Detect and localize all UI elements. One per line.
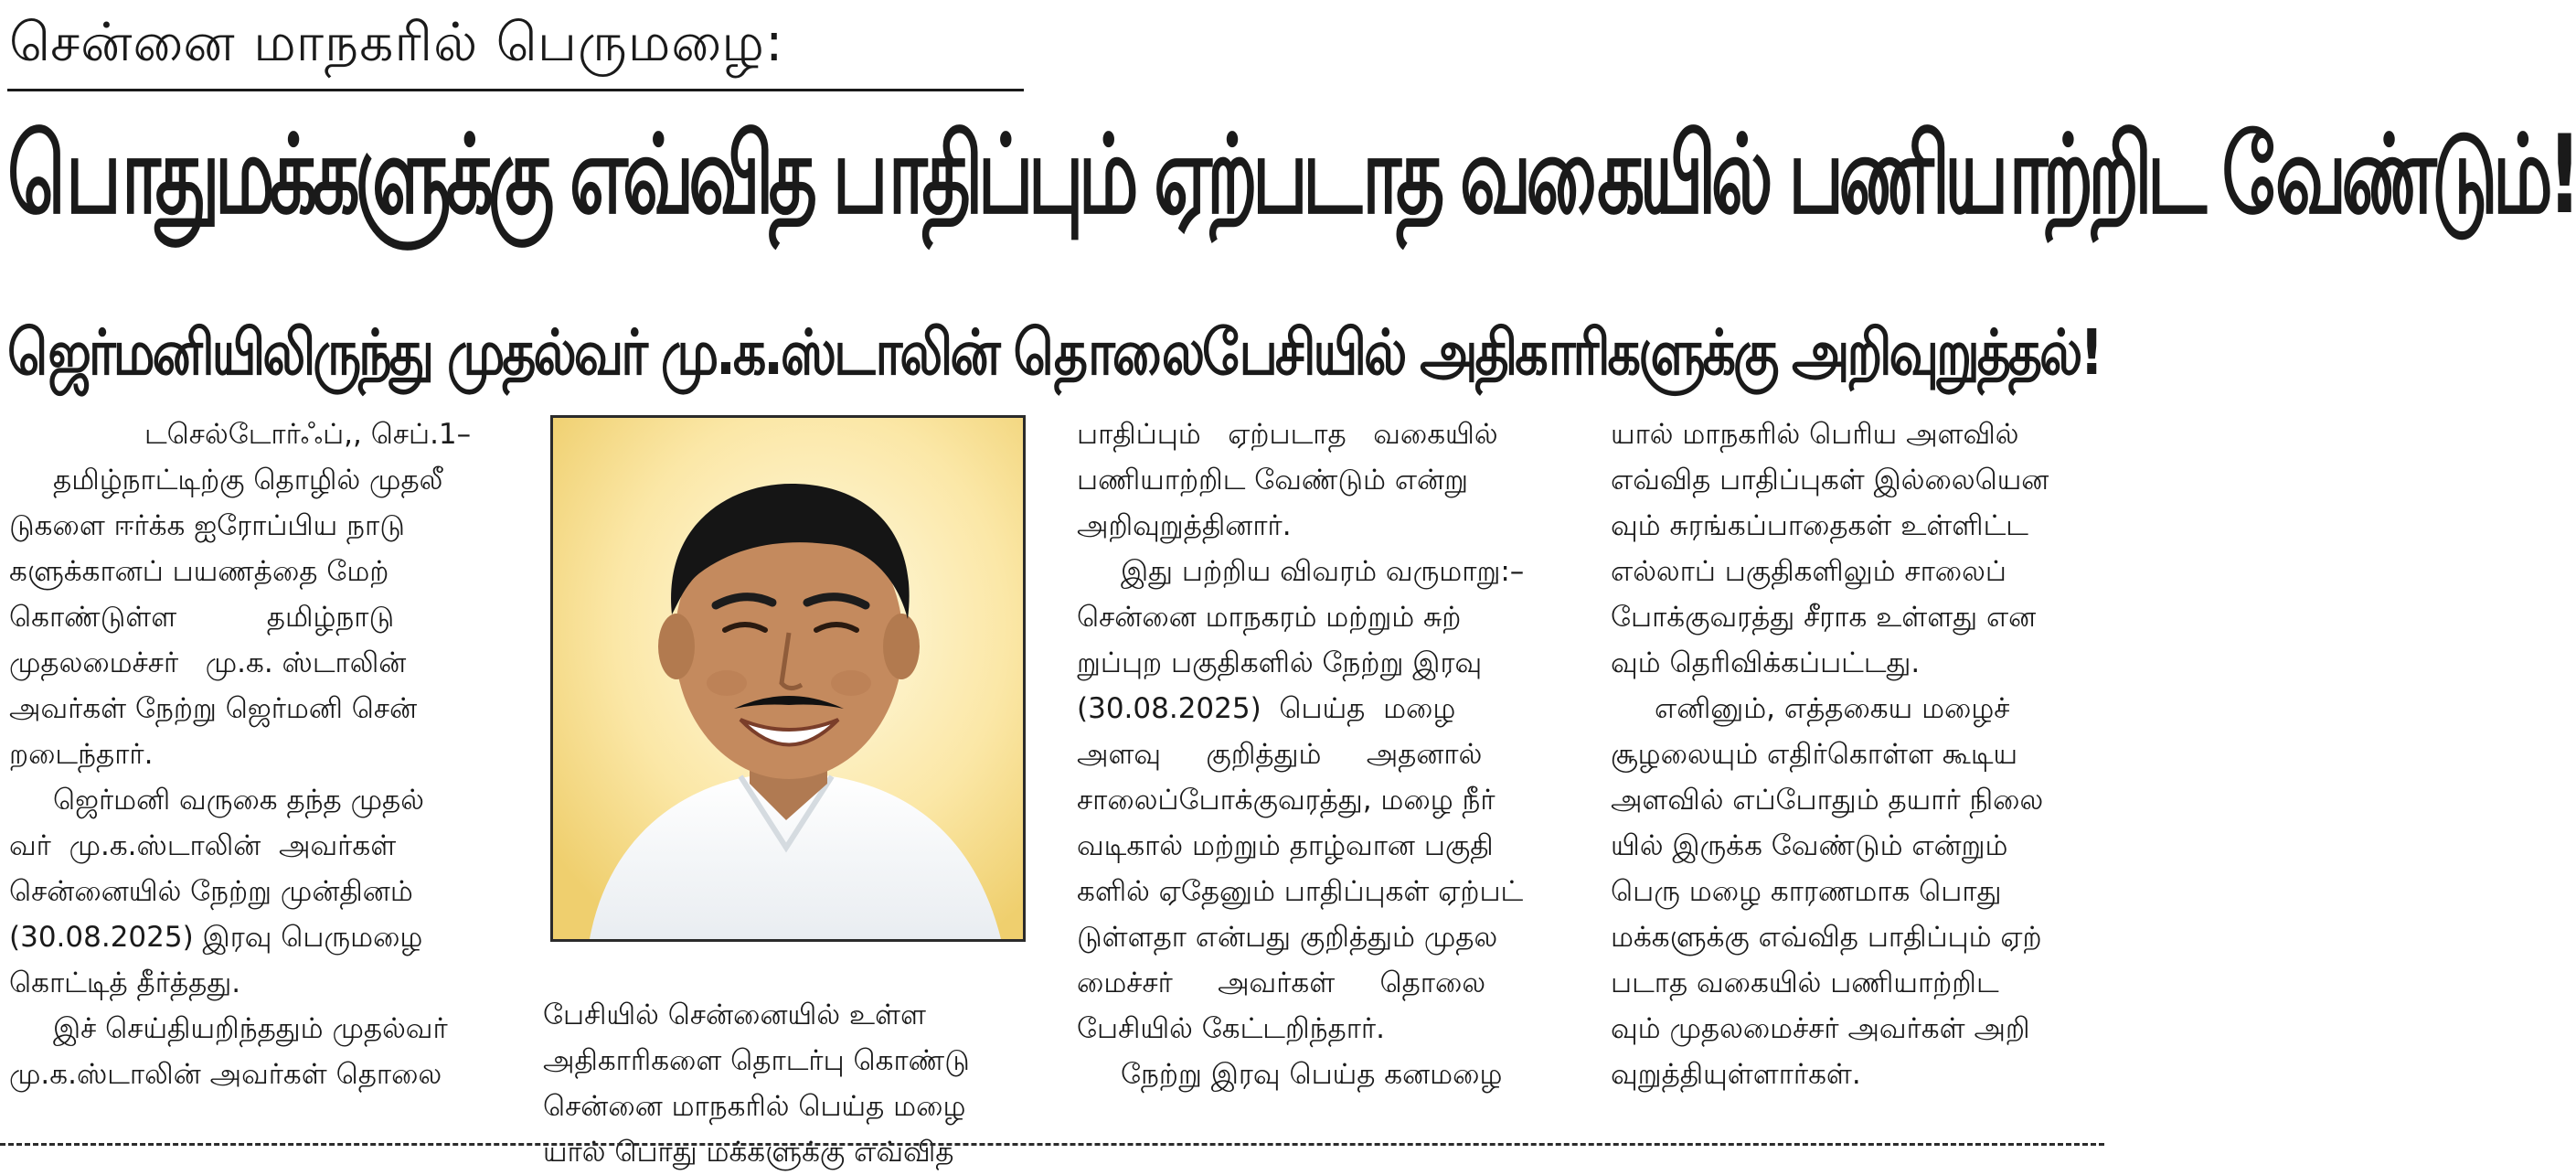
body-line: (30.08.2025) பெய்த மழை (1077, 692, 1456, 725)
body-line: மைச்சர் அவர்கள் தொலை (1077, 967, 1486, 999)
body-line: மக்களுக்கு எவ்வித பாதிப்பும் ஏற் (1611, 921, 2042, 954)
body-line: அறிவுறுத்தினார். (1077, 509, 1292, 542)
article-column-1 (9, 411, 503, 1097)
body-line: அளவில் எப்போதும் தயார் நிலை (1611, 784, 2044, 817)
body-line: சென்னை மாநகரில் பெய்த மழை (543, 1090, 966, 1123)
body-line: பெரு மழை காரணமாக பொது (1611, 875, 2002, 908)
body-line: றடைந்தார். (9, 738, 154, 771)
body-line: பேசியில் சென்னையில் உள்ள (543, 999, 926, 1031)
body-line: இச் செய்தியறிந்ததும் முதல்வர் (53, 1012, 448, 1045)
body-line: களுக்கானப் பயணத்தை மேற் (9, 555, 389, 588)
body-line: பாதிப்பும் ஏற்படாத வகையில் (1077, 418, 1498, 451)
body-line: களில் ஏதேனும் பாதிப்புகள் ஏற்பட் (1077, 875, 1524, 908)
body-line: நேற்று இரவு பெய்த கனமழை (1121, 1058, 1503, 1091)
body-line: சென்னையில் நேற்று முன்தினம் (9, 875, 413, 908)
body-line: எவ்வித பாதிப்புகள் இல்லையென (1611, 464, 2049, 497)
body-line: பணியாற்றிட வேண்டும் என்று (1077, 464, 1469, 497)
body-line: றுப்புற பகுதிகளில் நேற்று இரவு (1077, 646, 1483, 679)
body-line: மு.க.ஸ்டாலின் அவர்கள் தொலை (9, 1058, 442, 1091)
body-line: வும் முதலமைச்சர் அவர்கள் அறி (1611, 1012, 2030, 1045)
article-column-4 (1611, 411, 2104, 1097)
body-line: வர் மு.க.ஸ்டாலின் அவர்கள் (9, 829, 397, 862)
article-headline: பொதுமக்களுக்கு எவ்வித பாதிப்பும் ஏற்படாத வகையில் பணியாற்றிட வேண்டும்! (7, 112, 2576, 240)
body-line: எனினும், எத்தகைய மழைச் (1655, 692, 2010, 725)
article-column-3 (1077, 411, 1570, 1097)
body-line: வும் சுரங்கப்பாதைகள் உள்ளிட்ட (1611, 509, 2028, 542)
body-line: போக்குவரத்து சீராக உள்ளது என (1611, 601, 2037, 634)
body-line: யால் மாநகரில் பெரிய அளவில் (1611, 418, 2019, 451)
body-line: சாலைப்போக்குவரத்து, மழை நீர் (1077, 784, 1496, 817)
article-subheadline: ஜெர்மனியிலிருந்து முதல்வர் மு.க.ஸ்டாலின் தொலைபேசியில் அதிகாரிகளுக்கு அறிவுறுத்தல்! (7, 316, 2102, 390)
body-line: யால் பொது மக்களுக்கு எவ்வித (543, 1136, 954, 1169)
body-line: டுகளை ஈர்க்க ஐரோப்பிய நாடு (9, 509, 405, 542)
body-line: யில் இருக்க வேண்டும் என்றும் (1611, 829, 2008, 862)
body-line: முதலமைச்சர் மு.க. ஸ்டாலின் (9, 646, 407, 679)
body-line: டுள்ளதா என்பது குறித்தும் முதல (1077, 921, 1498, 954)
body-line: படாத வகையில் பணியாற்றிட (1611, 967, 1999, 999)
portrait-photo (550, 415, 1026, 942)
body-line: வும் தெரிவிக்கப்பட்டது. (1611, 646, 1921, 679)
body-line: ஜெர்மனி வருகை தந்த முதல் (53, 784, 424, 817)
body-line: பேசியில் கேட்டறிந்தார். (1077, 1012, 1385, 1045)
cut-line-divider (0, 1143, 2104, 1146)
body-line: கொண்டுள்ள தமிழ்நாடு (9, 601, 395, 634)
body-line: எல்லாப் பகுதிகளிலும் சாலைப் (1611, 555, 2007, 588)
body-line: வடிகால் மற்றும் தாழ்வான பகுதி (1077, 829, 1494, 862)
body-line: அளவு குறித்தும் அதனால் (1077, 738, 1483, 771)
body-line: இது பற்றிய விவரம் வருமாறு:– (1121, 555, 1525, 588)
body-line: சூழலையும் எதிர்கொள்ள கூடிய (1611, 738, 2018, 771)
body-line: தமிழ்நாட்டிற்கு தொழில் முதலீ (53, 464, 443, 497)
body-line: அதிகாரிகளை தொடர்பு கொண்டு (543, 1044, 970, 1077)
body-line: சென்னை மாநகரம் மற்றும் சுற் (1077, 601, 1462, 634)
body-line: வுறுத்தியுள்ளார்கள். (1611, 1058, 1861, 1091)
portrait-illustration (553, 418, 1023, 939)
body-line: (30.08.2025) இரவு பெருமழை (9, 921, 423, 954)
dateline: டசெல்டோர்ஃப்,, செப்.1– (144, 418, 472, 451)
body-line: கொட்டித் தீர்த்தது. (9, 967, 241, 999)
body-line: அவர்கள் நேற்று ஜெர்மனி சென் (9, 692, 418, 725)
article-kicker: சென்னை மாநகரில் பெருமழை: (9, 11, 784, 73)
article-column-2 (543, 992, 1037, 1175)
